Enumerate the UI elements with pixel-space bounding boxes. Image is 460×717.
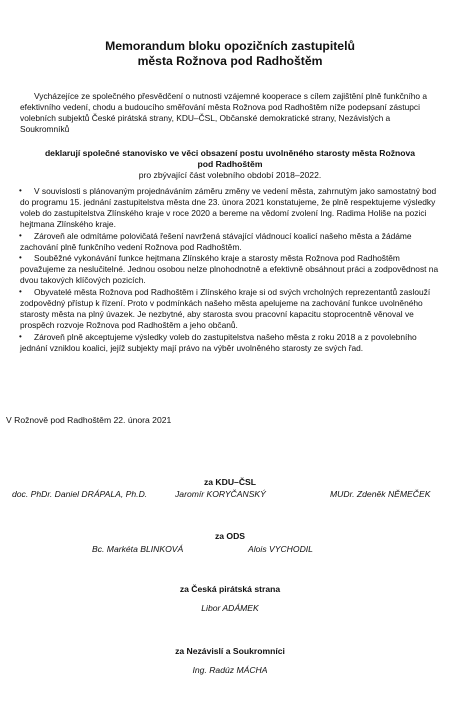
signer-name: Jaromír KORYČANSKÝ <box>175 489 266 499</box>
signer-name: doc. PhDr. Daniel DRÁPALA, Ph.D. <box>12 489 148 499</box>
signer-name: Ing. Radúz MÁCHA <box>192 665 268 675</box>
signer-name: Alois VYCHODIL <box>248 544 313 554</box>
signer-name: MUDr. Zdeněk NĚMEČEK <box>330 489 431 499</box>
signer-name: Libor ADÁMEK <box>201 603 259 613</box>
bullet-item <box>20 287 445 331</box>
party-label-nezavisli: za Nezávislí a Soukromníci <box>175 646 285 656</box>
party-label-kdu: za KDU–ČSL <box>203 477 257 487</box>
bullet-text: V souvislosti s plánovaným projednáváním záměru změny ve vedení města, zahrnutým jako samostatný bod do programu 15. jednání zastupitelstva města dne 23. února 2021 konstatujeme, že plně respektujeme výsledky voleb do zastupitelstva Zlínského kraje v roce 2020 a bereme na vědomí zvolení Ing. Radima Holiše na pozici hejtmana Zlínského kraje. <box>20 186 437 229</box>
bullet-icon: • <box>19 331 22 341</box>
bullet-icon: • <box>19 287 22 297</box>
party-label-ods: za ODS <box>214 531 246 541</box>
bullet-list <box>20 186 445 355</box>
bullet-text: Zároveň plně akceptujeme výsledky voleb do zastupitelstva našeho města z roku 2018 a z povolebního jednání vzniklou koalici, jejíž subjekty mají právo na výběr uvolněného starosty ze svých řad. <box>20 331 417 353</box>
bullet-item <box>20 332 445 354</box>
bullet-icon: • <box>19 186 22 195</box>
bullet-text: Zároveň ale odmítáme polovičatá řešení navržená stávající vládnoucí koalicí našeho města a žádáme zachování plně funkčního vedení Rožnova pod Radhoštěm. <box>20 230 412 252</box>
intro-paragraph: Vycházejíce ze společného přesvědčení o nutnosti vzájemné kooperace s cílem zajištění plně funkčního a efektivního vedení, chodu a budoucího směřování města Rožnova pod Radhoštěm níže podepsaní zástupci volebních subjektů České pirátská strany, KDU–ČSL, Občanské demokratické strany, Nezávislých a Soukromníků <box>20 91 428 134</box>
signer-name: Bc. Markéta BLINKOVÁ <box>92 544 184 554</box>
document-title-line-1: Memorandum bloku opozičních zastupitelů <box>105 39 355 53</box>
bullet-icon: • <box>19 230 22 240</box>
declaration-heading: deklarují společné stanovisko ve věci obsazení postu uvolněného starosty města Rožnova pod Radhoštěm <box>44 148 416 169</box>
bullet-item <box>20 253 445 286</box>
place-and-date: V Rožnově pod Radhoštěm 22. února 2021 <box>6 415 172 425</box>
party-label-pirati: za Česká pirátská strana <box>179 584 281 594</box>
document-title-line-2: města Rožnova pod Radhoštěm <box>137 54 323 68</box>
bullet-item <box>20 186 445 230</box>
bullet-text: Obyvatelé města Rožnova pod Radhoštěm i Zlínského kraje si od svých vrcholných reprezentantů zaslouží zodpovědný přístup k řízení. Proto v podmínkách našeho města apelujeme na zachování funkce uvolněného starosty města na plný úvazek. Je nezbytné, aby starosta svou pracovní kapacitu stoprocentně věnoval ve prospěch rozvoje Rožnova pod Radhoštěm a jeho občanů. <box>20 287 431 330</box>
declaration-period: pro zbývající část volebního období 2018–2022. <box>138 170 322 180</box>
bullet-text: Souběžné vykonávání funkce hejtmana Zlínského kraje a starosty města Rožnova pod Radhoštěm považujeme za neslučitelné. Jednou osobou nelze plnohodnotně a efektivně obsáhnout práci a zodpovědnost na dvou takových klíčových pozicích. <box>20 253 439 286</box>
bullet-item <box>20 231 445 253</box>
bullet-icon: • <box>19 253 22 263</box>
